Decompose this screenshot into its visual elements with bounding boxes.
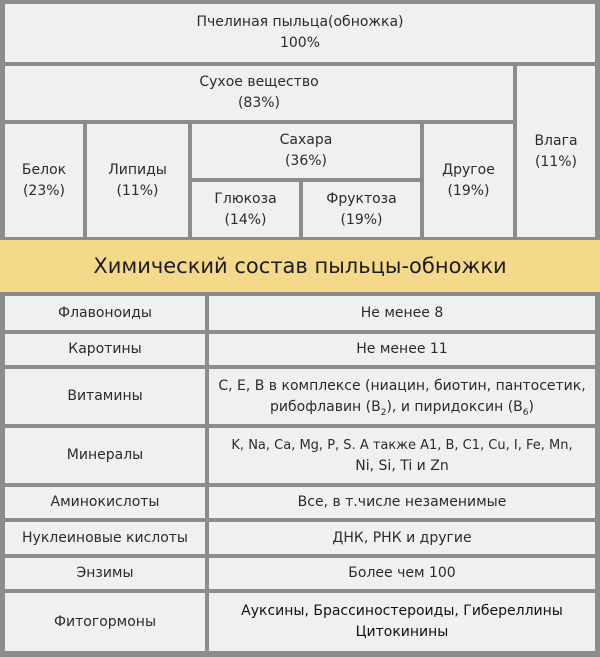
sugars-cell	[192, 124, 420, 178]
moisture-label: Влага	[534, 132, 578, 149]
vitamins-name: Витамины	[67, 388, 143, 404]
minerals-name: Минералы	[66, 447, 144, 463]
sugars-value: (36%)	[284, 153, 328, 169]
table-row-name	[5, 334, 205, 365]
protein-label: Белок	[21, 161, 67, 178]
amino-acids-value: Все, в т.числе незаменимые	[297, 494, 507, 510]
amino-acids-name: Аминокислоты	[50, 494, 160, 510]
enzymes-name: Энзимы	[76, 565, 134, 581]
moisture-cell	[517, 66, 595, 237]
table-row-name	[5, 593, 205, 651]
pollen-total-value: 100%	[279, 35, 321, 51]
glucose-label: Глюкоза	[214, 190, 277, 207]
moisture-value: (11%)	[534, 153, 578, 170]
table-row-name	[5, 369, 205, 424]
carotenes-name: Каротины	[68, 341, 142, 357]
lipids-cell	[87, 124, 188, 237]
table-row-value	[209, 296, 595, 330]
table-row-value	[209, 369, 595, 424]
fructose-cell	[303, 182, 420, 237]
glucose-cell	[192, 182, 299, 237]
pollen-total-cell	[5, 4, 595, 62]
table-row-name	[5, 558, 205, 589]
table-row-name	[5, 522, 205, 554]
sugars-label: Сахара	[279, 132, 333, 148]
table-row-value	[209, 334, 595, 365]
fructose-value: (19%)	[340, 211, 383, 228]
section-title: Химический состав пыльцы-обножки	[93, 254, 507, 278]
lipids-value: (11%)	[116, 182, 159, 199]
other-value: (19%)	[447, 182, 490, 199]
table-row-value	[209, 428, 595, 483]
table-row-name	[5, 428, 205, 483]
flavonoids-name: Флавоноиды	[58, 304, 152, 321]
phytohormones-name: Фитогормоны	[53, 613, 156, 630]
minerals-value-line2: Ni, Si, Ti и Zn	[355, 457, 449, 474]
protein-cell	[5, 124, 83, 237]
vitamins-value-line1: С, Е, В в комплексе (ниацин, биотин, пантосетик,	[218, 377, 586, 394]
table-row-value	[209, 487, 595, 518]
table-row-value	[209, 522, 595, 554]
pollen-total-label: Пчелиная пыльца(обножка)	[196, 14, 404, 30]
dry-matter-label: Сухое вещество	[199, 74, 319, 90]
lipids-label: Липиды	[108, 161, 167, 178]
table-row-name	[5, 296, 205, 330]
other-cell	[424, 124, 513, 237]
enzymes-value: Более чем 100	[348, 565, 456, 581]
table-row-name	[5, 487, 205, 518]
nucleic-acids-name: Нуклеиновые кислоты	[22, 529, 188, 546]
phytohormones-value-line1: Ауксины, Брассиностероиды, Гибереллины	[241, 603, 563, 619]
other-label: Другое	[442, 161, 495, 178]
fructose-label: Фруктоза	[326, 190, 397, 207]
minerals-value-line1: K, Na, Ca, Mg, P, S. А также А1, В, С1, Cu, I, Fe, Mn,	[231, 437, 573, 453]
nucleic-acids-value: ДНК, РНК и другие	[332, 529, 472, 546]
dry-matter-value: (83%)	[237, 95, 281, 111]
carotenes-value: Не менее 11	[356, 341, 448, 357]
phytohormones-value-line2: Цитокинины	[355, 624, 449, 640]
table-row-value	[209, 593, 595, 651]
section-title-banner	[0, 240, 600, 292]
vitamins-value-line2: рибофлавин $(В_2)$, и пиридоксин $(В_6)$	[270, 398, 534, 418]
flavonoids-value: Не менее 8	[360, 304, 444, 321]
protein-value: (23%)	[22, 182, 66, 199]
glucose-value: (14%)	[224, 211, 267, 228]
table-row-value	[209, 558, 595, 589]
dry-matter-cell	[5, 66, 513, 120]
